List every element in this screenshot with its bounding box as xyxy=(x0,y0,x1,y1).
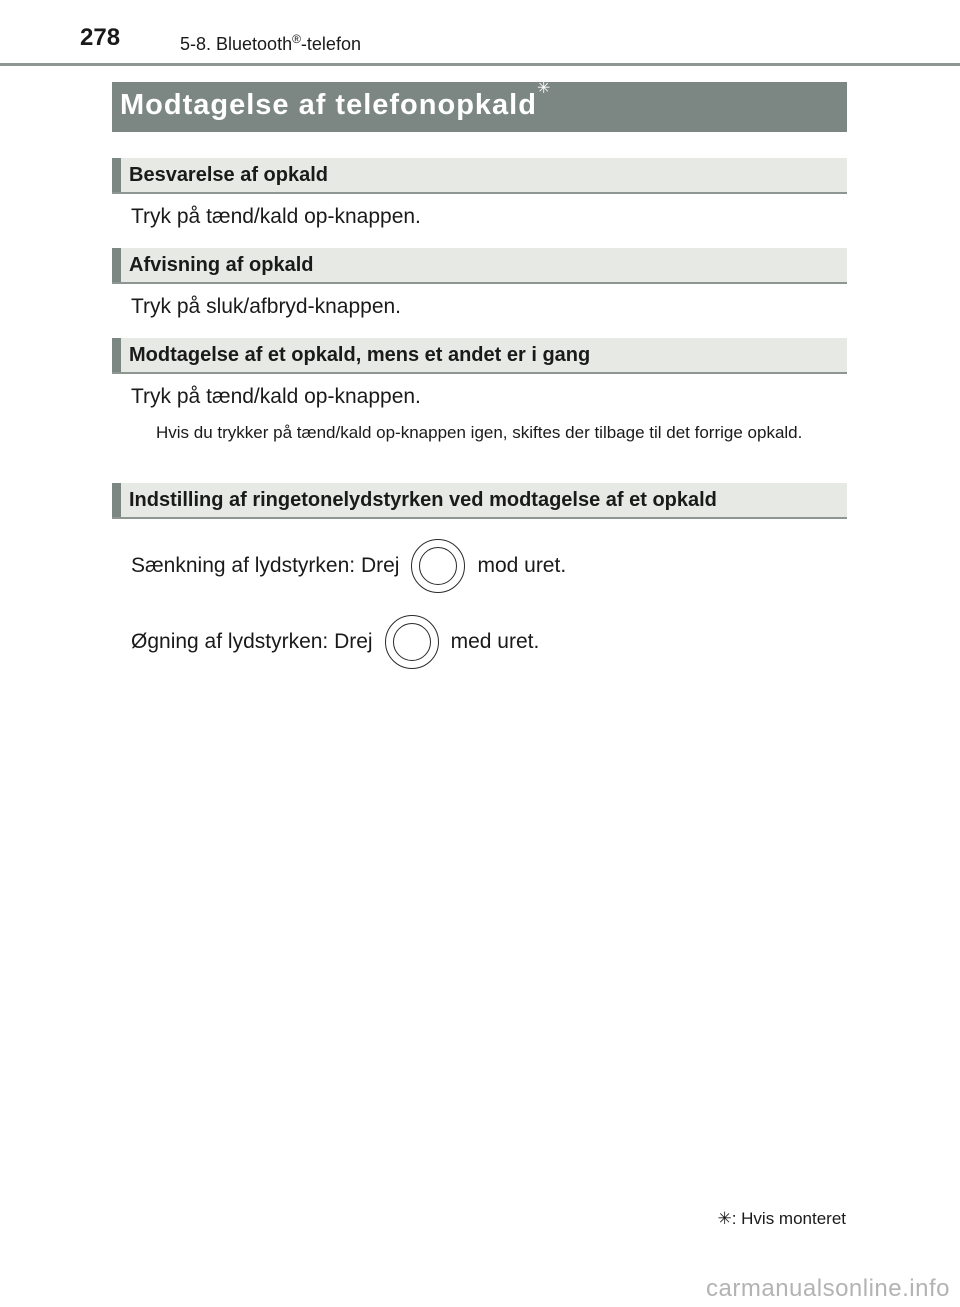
instruction-call-waiting: Tryk på tænd/kald op-knappen. xyxy=(131,385,421,408)
volume-knob-inner xyxy=(419,547,457,585)
volume-knob-icon xyxy=(385,615,439,669)
section-heading-bar-call-waiting xyxy=(112,338,847,374)
section-heading-bar-ringtone-volume xyxy=(112,483,847,519)
header-divider xyxy=(0,63,960,66)
section-heading-answer: Besvarelse af opkald xyxy=(129,164,328,186)
instruction-reject: Tryk på sluk/afbryd-knappen. xyxy=(131,295,402,318)
volume-up-text-after: med uret. xyxy=(450,630,540,653)
section-header-suffix: -telefon xyxy=(300,34,361,54)
section-heading-bar-reject xyxy=(112,248,847,284)
page-title-bar xyxy=(112,82,847,132)
asterisk-icon: ✳ xyxy=(717,1209,732,1228)
section-header xyxy=(180,32,361,55)
volume-knob-icon xyxy=(411,539,465,593)
volume-down-line xyxy=(131,536,566,596)
section-heading-bar-answer xyxy=(112,158,847,194)
footnote-text: : Hvis monteret xyxy=(731,1209,846,1228)
footnote xyxy=(717,1209,846,1229)
volume-knob-inner xyxy=(393,623,431,661)
section-heading-call-waiting: Modtagelse af et opkald, mens et andet er i gang xyxy=(129,344,591,366)
page-number: 278 xyxy=(80,24,121,51)
volume-up-line xyxy=(131,612,539,672)
note-call-waiting: Hvis du trykker på tænd/kald op-knappen igen, skiftes der tilbage til det forrige opkald. xyxy=(156,423,803,442)
instruction-answer: Tryk på tænd/kald op-knappen. xyxy=(131,205,421,228)
volume-down-text-before: Sænkning af lydstyrken: Drej xyxy=(131,554,400,577)
section-header-prefix: 5-8. Bluetooth xyxy=(180,34,293,54)
page-title: Modtagelse af telefonopkald xyxy=(120,89,537,121)
section-heading-reject: Afvisning af opkald xyxy=(129,254,314,276)
volume-up-text-before: Øgning af lydstyrken: Drej xyxy=(131,630,373,653)
asterisk-icon: ✳ xyxy=(536,80,551,97)
section-heading-ringtone-volume: Indstilling af ringetonelydstyrken ved modtagelse af et opkald xyxy=(129,489,717,511)
watermark: carmanualsonline.info xyxy=(706,1275,950,1302)
registered-mark: ® xyxy=(292,32,301,46)
volume-down-text-after: mod uret. xyxy=(477,554,567,577)
